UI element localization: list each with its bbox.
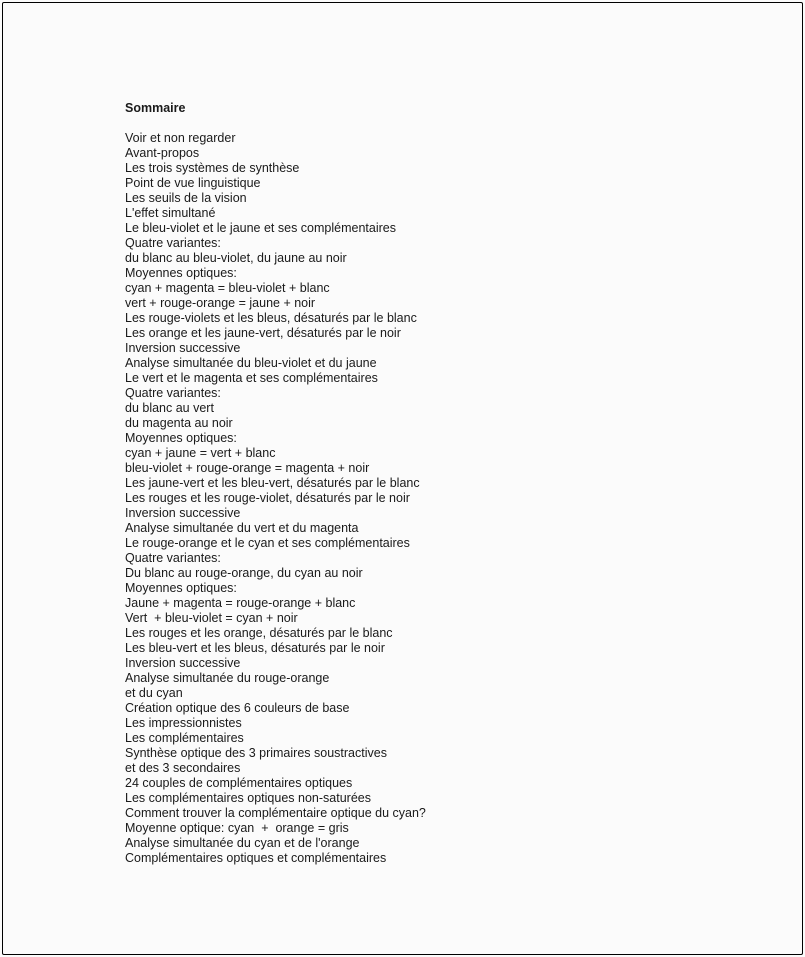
toc-line: Voir et non regarder bbox=[125, 131, 236, 145]
toc-line: Le vert et le magenta et ses complémentaires bbox=[125, 371, 378, 385]
toc-line: Moyennes optiques: bbox=[125, 266, 237, 280]
toc-line: Quatre variantes: bbox=[125, 551, 221, 565]
toc-line: Analyse simultanée du vert et du magenta bbox=[125, 521, 359, 535]
toc-line: Inversion successive bbox=[125, 341, 241, 355]
toc-line: Les rouges et les orange, désaturés par le blanc bbox=[125, 626, 393, 640]
toc-line: bleu-violet + rouge-orange = magenta + noir bbox=[125, 461, 370, 475]
toc-line: du blanc au vert bbox=[125, 401, 214, 415]
toc-line: Avant-propos bbox=[125, 146, 200, 160]
toc-line: Analyse simultanée du cyan et de l'orange bbox=[125, 836, 360, 850]
toc-line: Moyenne optique: cyan + orange = gris bbox=[125, 821, 349, 835]
toc-line: Quatre variantes: bbox=[125, 386, 221, 400]
toc-line: Quatre variantes: bbox=[125, 236, 221, 250]
toc-line: Point de vue linguistique bbox=[125, 176, 261, 190]
toc-line: Moyennes optiques: bbox=[125, 431, 237, 445]
toc-line: Inversion successive bbox=[125, 506, 241, 520]
toc-line: L'effet simultané bbox=[125, 206, 216, 220]
toc-line: du magenta au noir bbox=[125, 416, 233, 430]
toc-list bbox=[125, 131, 426, 866]
toc-line: du blanc au bleu-violet, du jaune au noir bbox=[125, 251, 347, 265]
toc-line: 24 couples de complémentaires optiques bbox=[125, 776, 353, 790]
toc-line: Inversion successive bbox=[125, 656, 241, 670]
toc-line: Les orange et les jaune-vert, désaturés par le noir bbox=[125, 326, 401, 340]
toc-line: Les rouges et les rouge-violet, désaturés par le noir bbox=[125, 491, 410, 505]
toc-line: Le bleu-violet et le jaune et ses complémentaires bbox=[125, 221, 396, 235]
toc-line: Le rouge-orange et le cyan et ses complémentaires bbox=[125, 536, 410, 550]
toc-line: Moyennes optiques: bbox=[125, 581, 237, 595]
toc-line: Les trois systèmes de synthèse bbox=[125, 161, 300, 175]
toc-line: Comment trouver la complémentaire optique du cyan? bbox=[125, 806, 426, 820]
toc-line: Analyse simultanée du rouge-orange bbox=[125, 671, 330, 685]
toc-line: Les seuils de la vision bbox=[125, 191, 247, 205]
toc-line: Analyse simultanée du bleu-violet et du jaune bbox=[125, 356, 377, 370]
toc-line: Les jaune-vert et les bleu-vert, désaturés par le blanc bbox=[125, 476, 420, 490]
toc-line: Jaune + magenta = rouge-orange + blanc bbox=[125, 596, 356, 610]
toc-line: Les bleu-vert et les bleus, désaturés par le noir bbox=[125, 641, 385, 655]
toc-line: Du blanc au rouge-orange, du cyan au noir bbox=[125, 566, 363, 580]
toc-line: vert + rouge-orange = jaune + noir bbox=[125, 296, 316, 310]
toc-line: et du cyan bbox=[125, 686, 183, 700]
toc-line: Les impressionnistes bbox=[125, 716, 242, 730]
toc-line: Création optique des 6 couleurs de base bbox=[125, 701, 350, 715]
toc-line: Complémentaires optiques et complémentaires bbox=[125, 851, 387, 865]
toc-line: Les rouge-violets et les bleus, désaturés par le blanc bbox=[125, 311, 417, 325]
toc-line: Les complémentaires bbox=[125, 731, 244, 745]
toc-line: Synthèse optique des 3 primaires soustractives bbox=[125, 746, 387, 760]
toc-line: Vert + bleu-violet = cyan + noir bbox=[125, 611, 298, 625]
toc-line: cyan + magenta = bleu-violet + blanc bbox=[125, 281, 330, 295]
toc-line: cyan + jaune = vert + blanc bbox=[125, 446, 276, 460]
toc-line: Les complémentaires optiques non-saturées bbox=[125, 791, 371, 805]
page-title: Sommaire bbox=[125, 101, 186, 115]
toc-line: et des 3 secondaires bbox=[125, 761, 241, 775]
